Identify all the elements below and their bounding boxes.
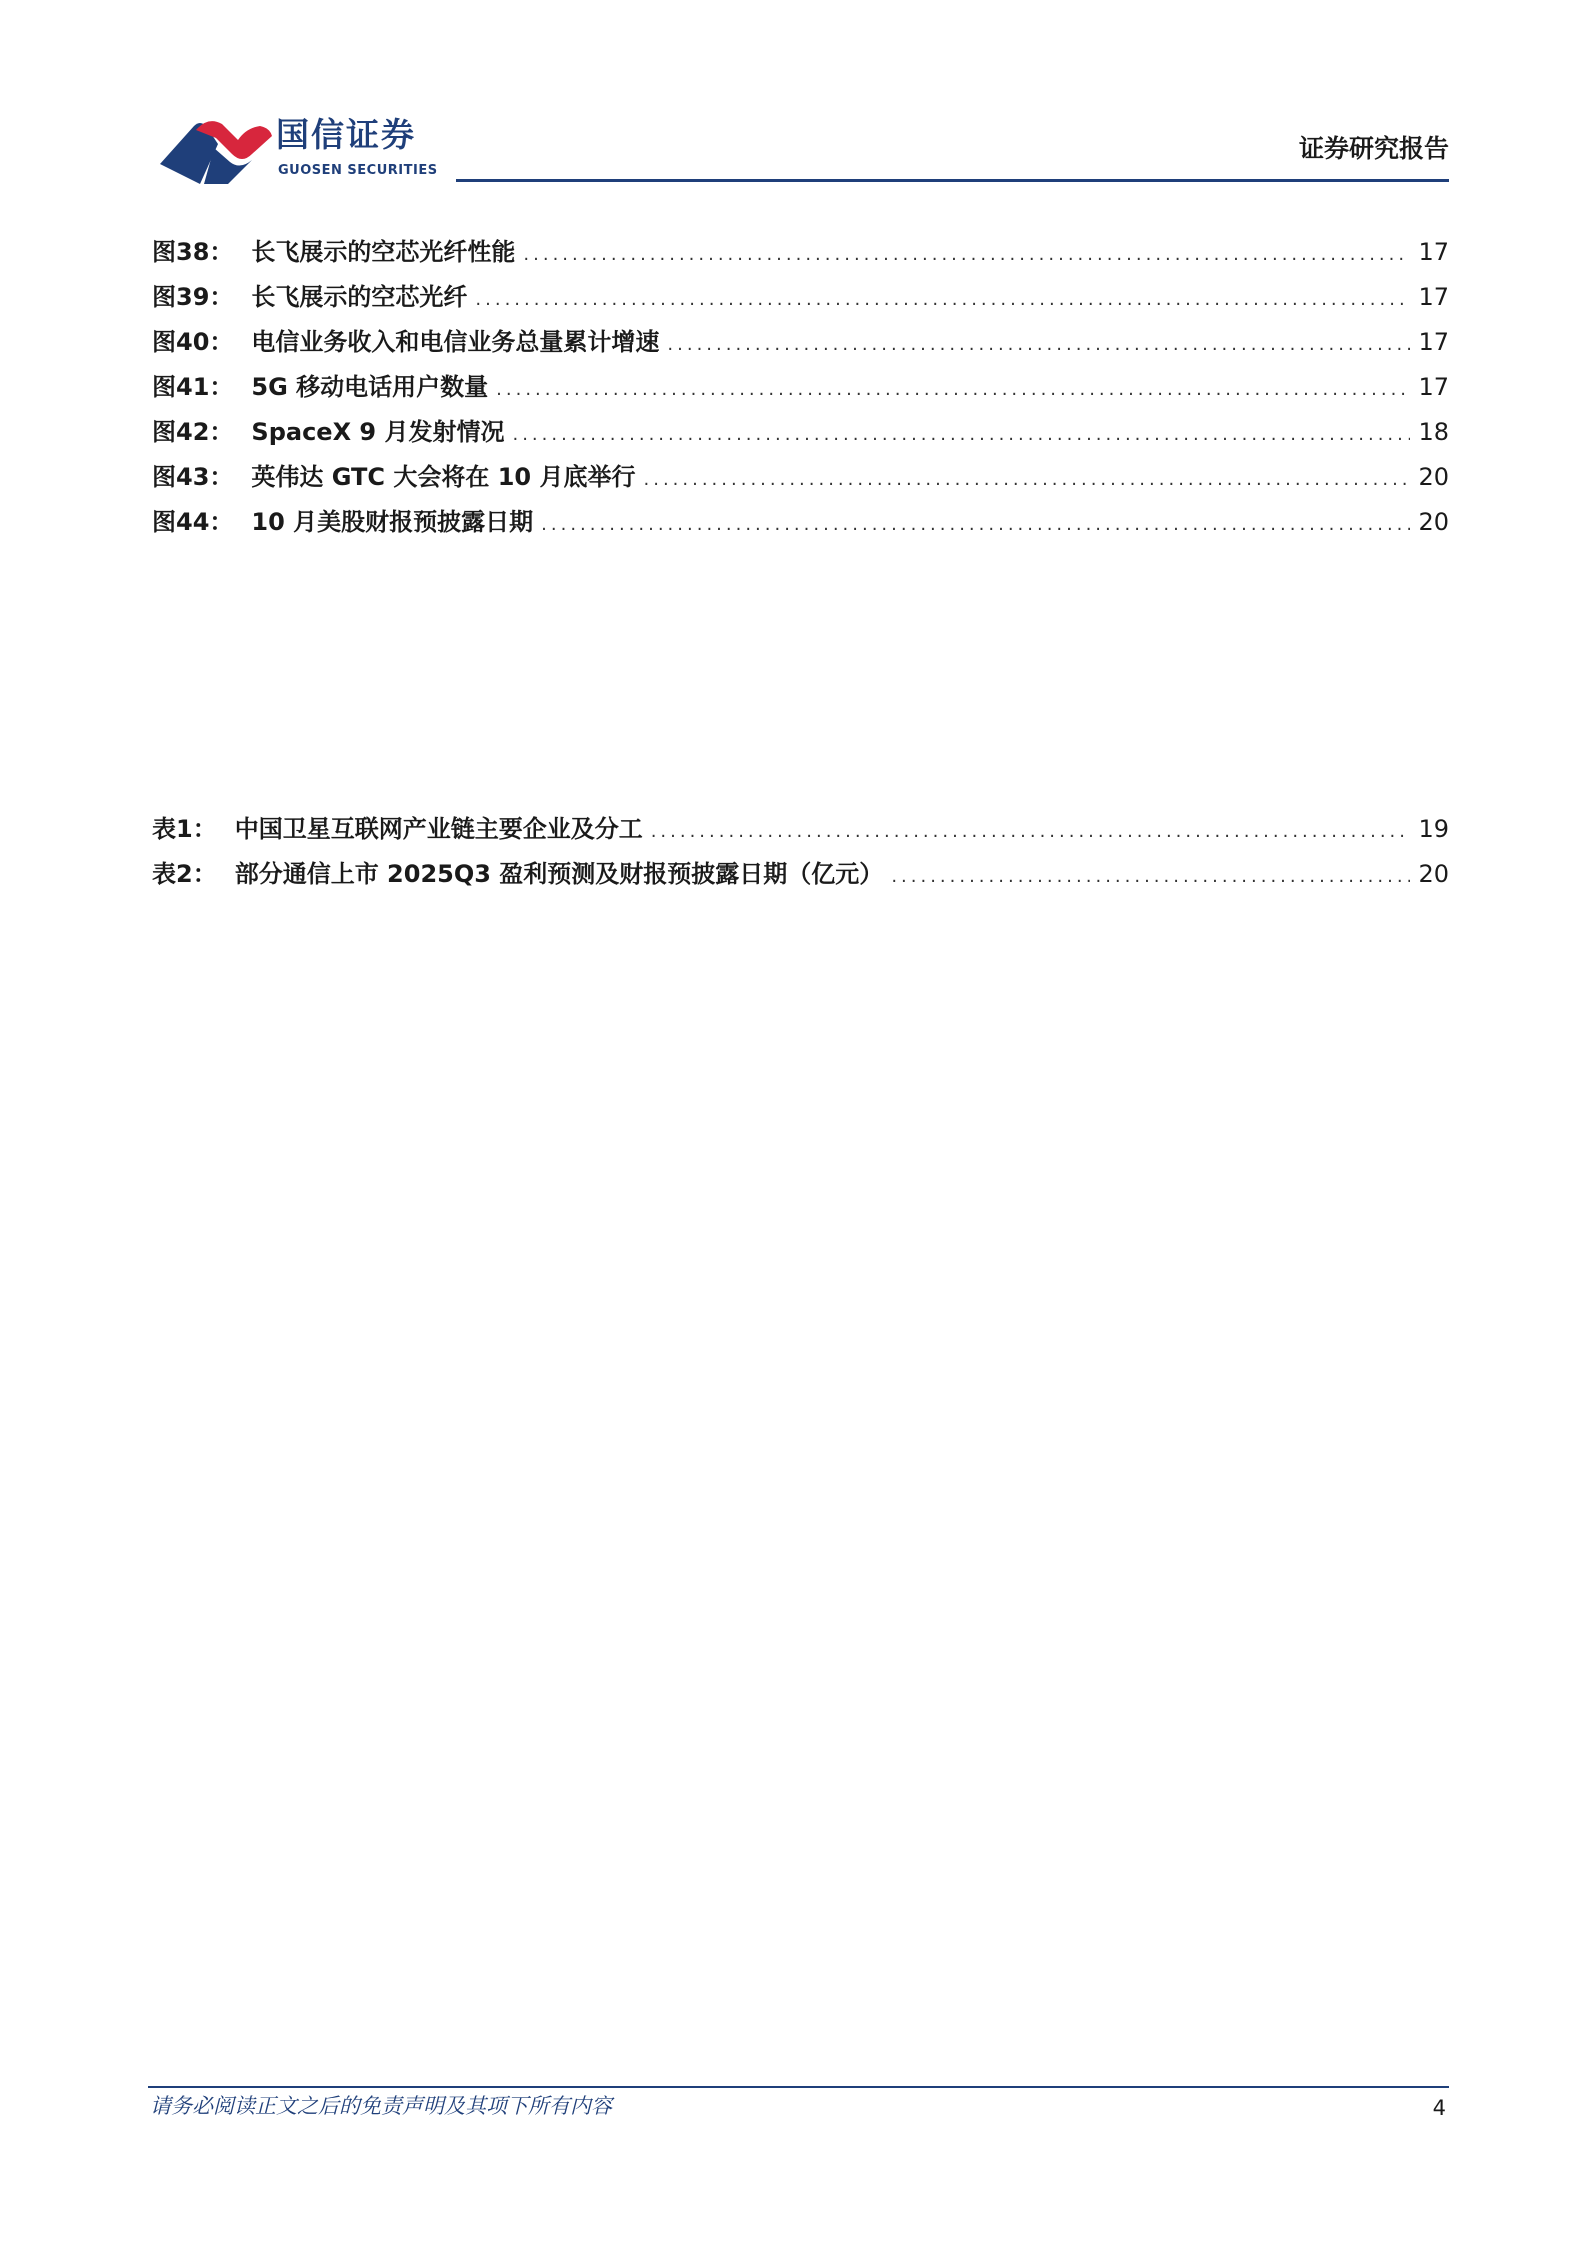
toc-leader-dots (512, 412, 1410, 457)
toc-page-number: 20 (1418, 860, 1449, 888)
toc-entry-figure-41[interactable] (152, 365, 1449, 410)
footer-divider (148, 2086, 1449, 2088)
toc-leader-dots (644, 457, 1411, 502)
toc-entry-figure-43[interactable] (152, 455, 1449, 500)
toc-entry-figure-39[interactable] (152, 275, 1449, 320)
toc-leader-dots (541, 502, 1410, 547)
toc-label: 图39： (152, 283, 234, 311)
figure-index (152, 230, 1449, 545)
toc-label: 图40： (152, 328, 234, 356)
toc-label: 图41： (152, 373, 234, 401)
toc-title: 5G 移动电话用户数量 (251, 373, 489, 401)
toc-title: 长飞展示的空芯光纤性能 (251, 238, 516, 266)
toc-entry-table-1[interactable] (152, 807, 1449, 852)
toc-title: SpaceX 9 月发射情况 (251, 418, 505, 446)
header-divider (456, 179, 1449, 182)
toc-page-number: 17 (1418, 328, 1449, 356)
toc-entry-figure-38[interactable] (152, 230, 1449, 275)
toc-leader-dots (667, 322, 1410, 367)
toc-title: 中国卫星互联网产业链主要企业及分工 (234, 815, 643, 843)
toc-title: 10 月美股财报预披露日期 (251, 508, 534, 536)
toc-page-number: 19 (1418, 815, 1449, 843)
toc-leader-dots (523, 232, 1410, 277)
toc-page-number: 20 (1418, 508, 1449, 536)
toc-label: 图42： (152, 418, 234, 446)
toc-title: 长飞展示的空芯光纤 (251, 283, 468, 311)
page-number: 4 (1432, 2096, 1446, 2120)
toc-leader-dots (475, 277, 1410, 322)
toc-title: 部分通信上市 2025Q3 盈利预测及财报预披露日期（亿元） (234, 860, 884, 888)
toc-entry-figure-42[interactable] (152, 410, 1449, 455)
toc-leader-dots (891, 854, 1410, 899)
toc-page-number: 17 (1418, 373, 1449, 401)
toc-label: 图44： (152, 508, 234, 536)
footer-disclaimer: 请务必阅读正文之后的免责声明及其项下所有内容 (150, 2094, 612, 2118)
toc-title: 电信业务收入和电信业务总量累计增速 (251, 328, 660, 356)
toc-entry-table-2[interactable] (152, 852, 1449, 897)
toc-entry-figure-44[interactable] (152, 500, 1449, 545)
report-type-label: 证券研究报告 (1298, 134, 1449, 163)
toc-leader-dots (651, 809, 1411, 854)
toc-entry-figure-40[interactable] (152, 320, 1449, 365)
guosen-logo (156, 114, 274, 186)
toc-label: 表1： (152, 815, 217, 843)
toc-page-number: 20 (1418, 463, 1449, 491)
toc-label: 图38： (152, 238, 234, 266)
table-index (152, 807, 1449, 897)
toc-title: 英伟达 GTC 大会将在 10 月底举行 (251, 463, 636, 491)
toc-page-number: 18 (1418, 418, 1449, 446)
brand-name-cn: 国信证券 (276, 115, 416, 154)
toc-leader-dots (496, 367, 1410, 412)
toc-page-number: 17 (1418, 238, 1449, 266)
brand-name-en: GUOSEN SECURITIES (278, 163, 438, 178)
toc-label: 图43： (152, 463, 234, 491)
toc-page-number: 17 (1418, 283, 1449, 311)
toc-label: 表2： (152, 860, 217, 888)
